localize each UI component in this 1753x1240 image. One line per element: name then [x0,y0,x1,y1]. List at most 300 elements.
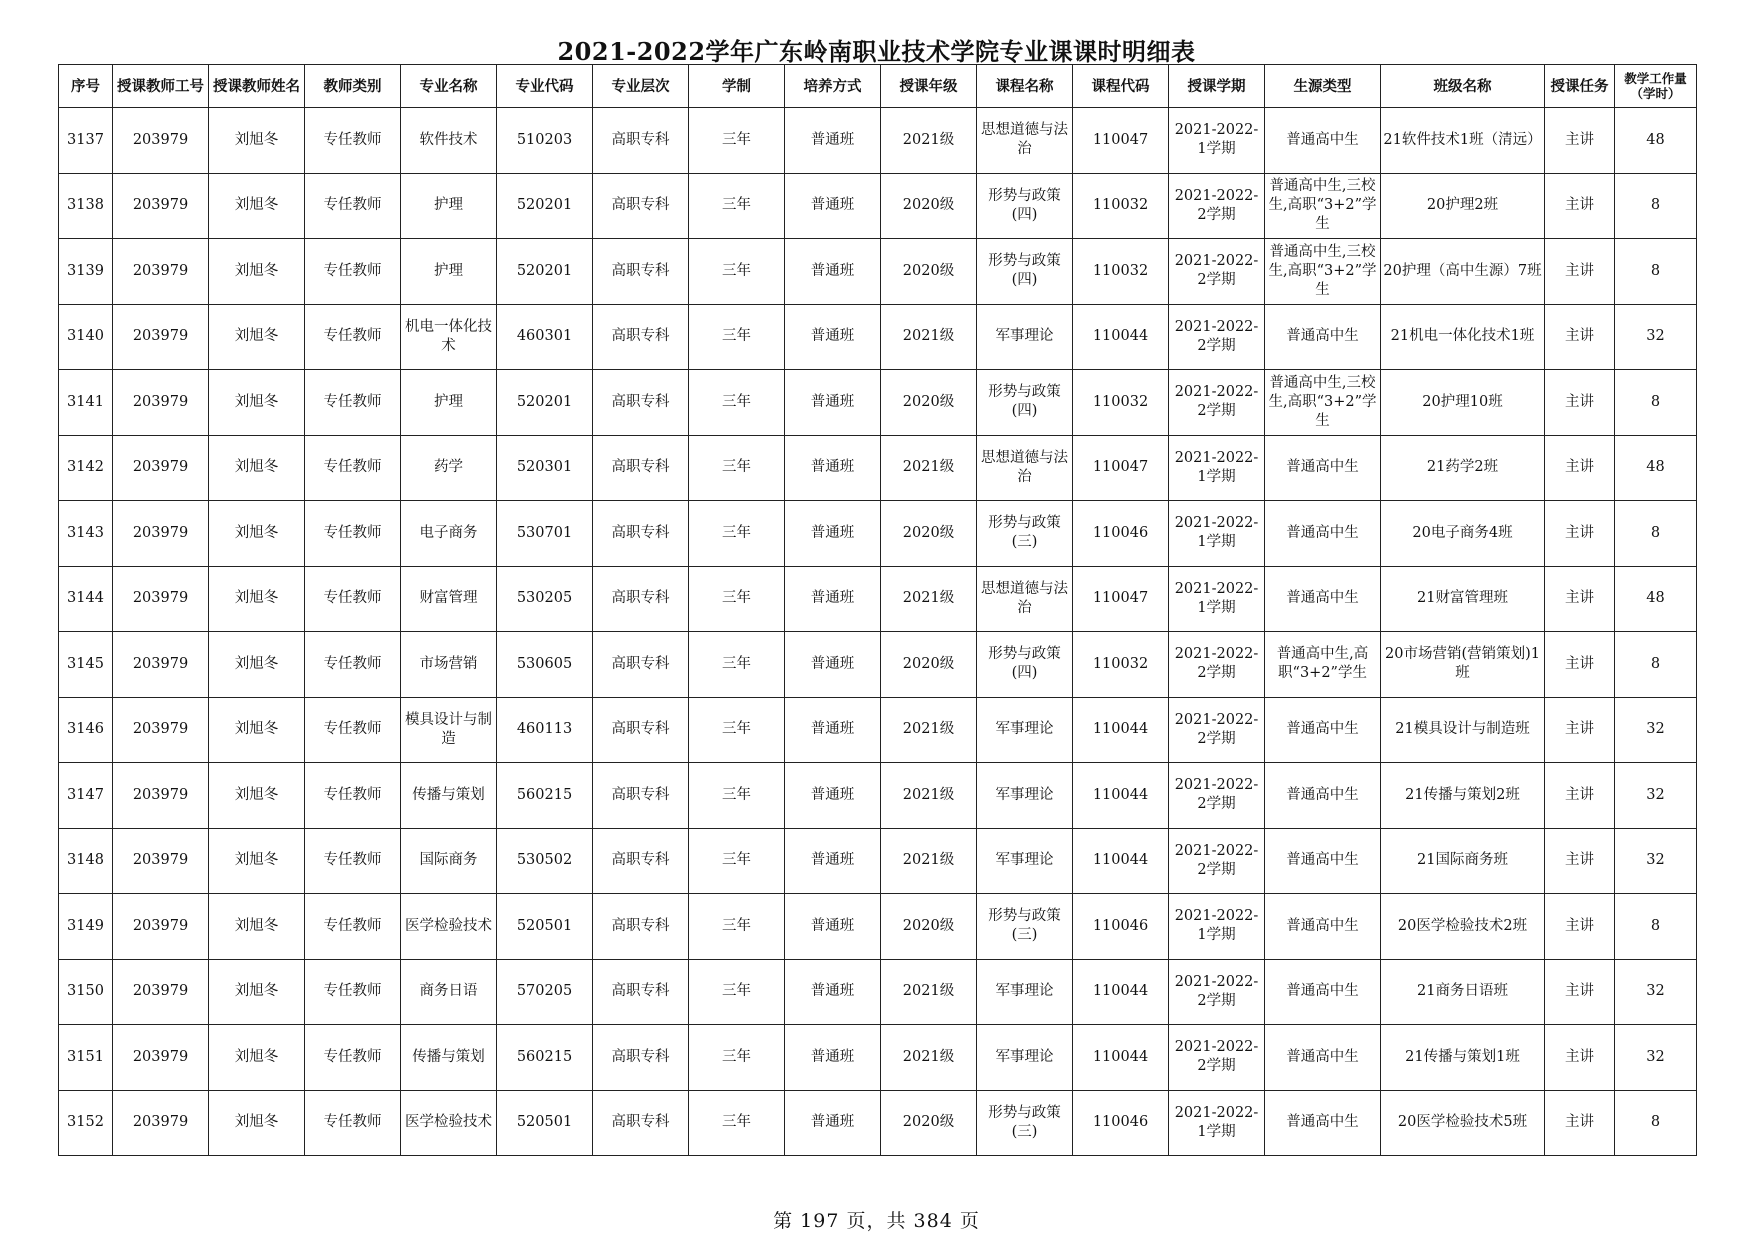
cell-teacher-id: 203979 [113,697,209,763]
cell-seq: 3144 [59,566,113,632]
cell-major-code: 520501 [497,1090,593,1156]
cell-semester: 2021-2022-1学期 [1169,435,1265,501]
cell-semester: 2021-2022-1学期 [1169,566,1265,632]
cell-workload: 8 [1615,632,1697,698]
cell-grade: 2021级 [881,959,977,1025]
cell-major-level: 高职专科 [593,1090,689,1156]
cell-course-name: 思想道德与法治 [977,435,1073,501]
cell-major-name: 电子商务 [401,501,497,567]
cell-workload: 32 [1615,959,1697,1025]
header-cell: 序号 [59,65,113,108]
cell-training-mode: 普通班 [785,173,881,239]
cell-teacher-id: 203979 [113,108,209,174]
cell-workload: 32 [1615,1025,1697,1091]
cell-task: 主讲 [1545,959,1615,1025]
cell-teacher-type: 专任教师 [305,1090,401,1156]
cell-teacher-type: 专任教师 [305,697,401,763]
cell-major-name: 传播与策划 [401,1025,497,1091]
cell-study-length: 三年 [689,763,785,829]
cell-training-mode: 普通班 [785,1090,881,1156]
cell-course-code: 110047 [1073,566,1169,632]
cell-major-code: 460301 [497,304,593,370]
cell-course-name: 军事理论 [977,1025,1073,1091]
cell-teacher-id: 203979 [113,1025,209,1091]
cell-major-code: 530502 [497,828,593,894]
cell-course-code: 110044 [1073,697,1169,763]
table-row [59,501,1697,567]
cell-major-name: 药学 [401,435,497,501]
cell-major-name: 商务日语 [401,959,497,1025]
cell-class-name: 21商务日语班 [1381,959,1545,1025]
cell-teacher-type: 专任教师 [305,108,401,174]
cell-seq: 3150 [59,959,113,1025]
cell-semester: 2021-2022-1学期 [1169,894,1265,960]
cell-major-code: 510203 [497,108,593,174]
cell-major-name: 国际商务 [401,828,497,894]
cell-major-level: 高职专科 [593,435,689,501]
header-cell: 生源类型 [1265,65,1381,108]
cell-major-name: 模具设计与制造 [401,697,497,763]
cell-teacher-name: 刘旭冬 [209,173,305,239]
cell-class-name: 21传播与策划1班 [1381,1025,1545,1091]
cell-student-source: 普通高中生 [1265,108,1381,174]
cell-course-name: 形势与政策(四) [977,632,1073,698]
cell-training-mode: 普通班 [785,1025,881,1091]
cell-task: 主讲 [1545,304,1615,370]
cell-semester: 2021-2022-2学期 [1169,370,1265,436]
cell-major-level: 高职专科 [593,239,689,305]
cell-student-source: 普通高中生,高职“3+2”学生 [1265,632,1381,698]
cell-course-name: 形势与政策(三) [977,894,1073,960]
cell-task: 主讲 [1545,566,1615,632]
table-row [59,828,1697,894]
cell-major-level: 高职专科 [593,697,689,763]
cell-major-name: 护理 [401,239,497,305]
cell-workload: 48 [1615,108,1697,174]
cell-major-level: 高职专科 [593,828,689,894]
header-cell: 专业层次 [593,65,689,108]
page-footer: 第 197 页，共 384 页 [773,1210,980,1232]
cell-task: 主讲 [1545,370,1615,436]
cell-study-length: 三年 [689,1090,785,1156]
cell-course-name: 军事理论 [977,763,1073,829]
table-row [59,435,1697,501]
cell-teacher-id: 203979 [113,501,209,567]
cell-teacher-type: 专任教师 [305,632,401,698]
cell-teacher-type: 专任教师 [305,501,401,567]
cell-class-name: 21财富管理班 [1381,566,1545,632]
cell-teacher-name: 刘旭冬 [209,239,305,305]
cell-class-name: 20电子商务4班 [1381,501,1545,567]
cell-teacher-type: 专任教师 [305,894,401,960]
cell-major-level: 高职专科 [593,1025,689,1091]
cell-teacher-name: 刘旭冬 [209,959,305,1025]
header-cell: 授课教师姓名 [209,65,305,108]
cell-grade: 2021级 [881,435,977,501]
cell-student-source: 普通高中生,三校生,高职“3+2”学生 [1265,173,1381,239]
cell-student-source: 普通高中生 [1265,501,1381,567]
cell-training-mode: 普通班 [785,501,881,567]
cell-teacher-type: 专任教师 [305,370,401,436]
cell-seq: 3139 [59,239,113,305]
cell-course-name: 军事理论 [977,828,1073,894]
table-row [59,959,1697,1025]
cell-grade: 2020级 [881,239,977,305]
cell-seq: 3140 [59,304,113,370]
cell-study-length: 三年 [689,239,785,305]
table-row [59,304,1697,370]
cell-student-source: 普通高中生,三校生,高职“3+2”学生 [1265,239,1381,305]
cell-seq: 3142 [59,435,113,501]
cell-teacher-name: 刘旭冬 [209,894,305,960]
cell-study-length: 三年 [689,108,785,174]
cell-teacher-type: 专任教师 [305,1025,401,1091]
cell-major-name: 医学检验技术 [401,894,497,960]
cell-training-mode: 普通班 [785,435,881,501]
cell-major-level: 高职专科 [593,763,689,829]
cell-course-code: 110032 [1073,239,1169,305]
cell-major-code: 520201 [497,239,593,305]
cell-class-name: 20市场营销(营销策划)1班 [1381,632,1545,698]
header-cell: 专业代码 [497,65,593,108]
cell-course-code: 110046 [1073,1090,1169,1156]
cell-teacher-id: 203979 [113,304,209,370]
cell-student-source: 普通高中生 [1265,304,1381,370]
table-row [59,566,1697,632]
cell-task: 主讲 [1545,1025,1615,1091]
cell-study-length: 三年 [689,697,785,763]
cell-workload: 48 [1615,566,1697,632]
cell-course-name: 形势与政策(四) [977,239,1073,305]
cell-study-length: 三年 [689,894,785,960]
cell-teacher-id: 203979 [113,435,209,501]
cell-grade: 2021级 [881,763,977,829]
cell-class-name: 20医学检验技术5班 [1381,1090,1545,1156]
table-row [59,763,1697,829]
cell-teacher-id: 203979 [113,632,209,698]
cell-grade: 2020级 [881,501,977,567]
cell-grade: 2021级 [881,108,977,174]
cell-major-code: 530701 [497,501,593,567]
cell-student-source: 普通高中生 [1265,435,1381,501]
cell-major-level: 高职专科 [593,108,689,174]
header-cell: 授课学期 [1169,65,1265,108]
cell-class-name: 20护理（高中生源）7班 [1381,239,1545,305]
cell-student-source: 普通高中生 [1265,1025,1381,1091]
header-cell: 学制 [689,65,785,108]
cell-study-length: 三年 [689,370,785,436]
cell-class-name: 21国际商务班 [1381,828,1545,894]
header-cell: 班级名称 [1381,65,1545,108]
cell-semester: 2021-2022-2学期 [1169,1025,1265,1091]
cell-study-length: 三年 [689,501,785,567]
table-row [59,894,1697,960]
cell-student-source: 普通高中生 [1265,763,1381,829]
cell-task: 主讲 [1545,763,1615,829]
cell-semester: 2021-2022-2学期 [1169,239,1265,305]
cell-major-name: 软件技术 [401,108,497,174]
cell-study-length: 三年 [689,632,785,698]
cell-semester: 2021-2022-2学期 [1169,632,1265,698]
cell-class-name: 20护理2班 [1381,173,1545,239]
cell-course-code: 110032 [1073,173,1169,239]
cell-workload: 32 [1615,697,1697,763]
cell-major-level: 高职专科 [593,566,689,632]
cell-major-level: 高职专科 [593,632,689,698]
cell-seq: 3145 [59,632,113,698]
cell-student-source: 普通高中生 [1265,828,1381,894]
cell-training-mode: 普通班 [785,632,881,698]
cell-study-length: 三年 [689,1025,785,1091]
table-row [59,697,1697,763]
cell-training-mode: 普通班 [785,828,881,894]
cell-training-mode: 普通班 [785,239,881,305]
cell-major-code: 520201 [497,370,593,436]
cell-class-name: 21软件技术1班（清远） [1381,108,1545,174]
table-header-row [59,65,1697,108]
table-row [59,370,1697,436]
cell-course-name: 形势与政策(四) [977,173,1073,239]
cell-teacher-type: 专任教师 [305,763,401,829]
cell-training-mode: 普通班 [785,566,881,632]
cell-task: 主讲 [1545,828,1615,894]
cell-teacher-name: 刘旭冬 [209,370,305,436]
cell-teacher-id: 203979 [113,894,209,960]
cell-seq: 3149 [59,894,113,960]
cell-grade: 2021级 [881,304,977,370]
cell-study-length: 三年 [689,304,785,370]
cell-semester: 2021-2022-2学期 [1169,697,1265,763]
cell-class-name: 21机电一体化技术1班 [1381,304,1545,370]
cell-major-code: 560215 [497,1025,593,1091]
cell-class-name: 20医学检验技术2班 [1381,894,1545,960]
course-hours-table [58,64,1697,1156]
cell-workload: 8 [1615,1090,1697,1156]
cell-teacher-name: 刘旭冬 [209,304,305,370]
cell-course-code: 110044 [1073,1025,1169,1091]
cell-task: 主讲 [1545,108,1615,174]
table-row [59,239,1697,305]
cell-semester: 2021-2022-2学期 [1169,763,1265,829]
cell-teacher-type: 专任教师 [305,304,401,370]
cell-semester: 2021-2022-1学期 [1169,108,1265,174]
cell-seq: 3147 [59,763,113,829]
cell-student-source: 普通高中生,三校生,高职“3+2”学生 [1265,370,1381,436]
cell-grade: 2020级 [881,370,977,436]
cell-course-code: 110044 [1073,763,1169,829]
cell-training-mode: 普通班 [785,697,881,763]
cell-major-name: 财富管理 [401,566,497,632]
header-cell: 课程代码 [1073,65,1169,108]
cell-teacher-name: 刘旭冬 [209,108,305,174]
cell-course-name: 思想道德与法治 [977,108,1073,174]
cell-study-length: 三年 [689,828,785,894]
cell-major-code: 560215 [497,763,593,829]
cell-semester: 2021-2022-2学期 [1169,173,1265,239]
cell-teacher-type: 专任教师 [305,173,401,239]
cell-task: 主讲 [1545,501,1615,567]
cell-seq: 3151 [59,1025,113,1091]
cell-semester: 2021-2022-2学期 [1169,959,1265,1025]
cell-major-name: 医学检验技术 [401,1090,497,1156]
cell-class-name: 21药学2班 [1381,435,1545,501]
cell-grade: 2021级 [881,697,977,763]
header-cell: 课程名称 [977,65,1073,108]
cell-teacher-type: 专任教师 [305,959,401,1025]
cell-teacher-name: 刘旭冬 [209,828,305,894]
cell-student-source: 普通高中生 [1265,1090,1381,1156]
cell-teacher-id: 203979 [113,566,209,632]
cell-class-name: 21模具设计与制造班 [1381,697,1545,763]
cell-teacher-type: 专任教师 [305,435,401,501]
cell-major-name: 护理 [401,370,497,436]
cell-course-name: 军事理论 [977,959,1073,1025]
cell-seq: 3146 [59,697,113,763]
cell-workload: 8 [1615,173,1697,239]
header-cell: 培养方式 [785,65,881,108]
cell-teacher-name: 刘旭冬 [209,435,305,501]
cell-training-mode: 普通班 [785,108,881,174]
cell-course-name: 形势与政策(三) [977,501,1073,567]
cell-seq: 3148 [59,828,113,894]
cell-task: 主讲 [1545,1090,1615,1156]
cell-major-code: 570205 [497,959,593,1025]
cell-course-code: 110044 [1073,828,1169,894]
cell-course-code: 110044 [1073,959,1169,1025]
cell-course-name: 军事理论 [977,697,1073,763]
cell-study-length: 三年 [689,566,785,632]
cell-major-level: 高职专科 [593,173,689,239]
cell-major-name: 市场营销 [401,632,497,698]
cell-course-code: 110044 [1073,304,1169,370]
cell-teacher-name: 刘旭冬 [209,566,305,632]
cell-semester: 2021-2022-1学期 [1169,1090,1265,1156]
cell-study-length: 三年 [689,435,785,501]
cell-teacher-type: 专任教师 [305,239,401,305]
table-row [59,1090,1697,1156]
cell-course-name: 军事理论 [977,304,1073,370]
header-cell: 授课教师工号 [113,65,209,108]
cell-seq: 3152 [59,1090,113,1156]
cell-semester: 2021-2022-2学期 [1169,304,1265,370]
cell-grade: 2020级 [881,1090,977,1156]
cell-major-level: 高职专科 [593,304,689,370]
cell-training-mode: 普通班 [785,959,881,1025]
cell-teacher-type: 专任教师 [305,566,401,632]
cell-major-code: 520501 [497,894,593,960]
cell-task: 主讲 [1545,239,1615,305]
table-row [59,173,1697,239]
cell-teacher-name: 刘旭冬 [209,501,305,567]
cell-study-length: 三年 [689,173,785,239]
cell-semester: 2021-2022-1学期 [1169,501,1265,567]
cell-major-code: 530205 [497,566,593,632]
cell-course-code: 110047 [1073,108,1169,174]
cell-teacher-name: 刘旭冬 [209,1025,305,1091]
header-cell: 授课年级 [881,65,977,108]
cell-teacher-id: 203979 [113,828,209,894]
cell-major-level: 高职专科 [593,959,689,1025]
cell-workload: 8 [1615,894,1697,960]
cell-course-code: 110032 [1073,632,1169,698]
cell-teacher-name: 刘旭冬 [209,697,305,763]
cell-teacher-id: 203979 [113,370,209,436]
cell-grade: 2021级 [881,828,977,894]
table-body [59,108,1697,1156]
cell-course-code: 110047 [1073,435,1169,501]
cell-major-name: 传播与策划 [401,763,497,829]
cell-workload: 32 [1615,763,1697,829]
cell-grade: 2020级 [881,894,977,960]
header-cell: 专业名称 [401,65,497,108]
cell-student-source: 普通高中生 [1265,894,1381,960]
cell-training-mode: 普通班 [785,894,881,960]
cell-seq: 3141 [59,370,113,436]
cell-task: 主讲 [1545,435,1615,501]
cell-teacher-name: 刘旭冬 [209,763,305,829]
cell-student-source: 普通高中生 [1265,566,1381,632]
cell-major-level: 高职专科 [593,894,689,960]
cell-training-mode: 普通班 [785,370,881,436]
cell-teacher-type: 专任教师 [305,828,401,894]
document-title: 2021-2022学年广东岭南职业技术学院专业课课时明细表 [557,37,1196,66]
cell-student-source: 普通高中生 [1265,697,1381,763]
cell-major-level: 高职专科 [593,370,689,436]
header-cell: 教师类别 [305,65,401,108]
cell-workload: 8 [1615,501,1697,567]
cell-class-name: 21传播与策划2班 [1381,763,1545,829]
cell-grade: 2020级 [881,632,977,698]
cell-seq: 3143 [59,501,113,567]
cell-task: 主讲 [1545,632,1615,698]
cell-workload: 8 [1615,370,1697,436]
cell-teacher-id: 203979 [113,763,209,829]
table-row [59,1025,1697,1091]
cell-teacher-name: 刘旭冬 [209,632,305,698]
cell-course-code: 110046 [1073,894,1169,960]
table-row [59,108,1697,174]
cell-course-name: 形势与政策(三) [977,1090,1073,1156]
cell-course-name: 形势与政策(四) [977,370,1073,436]
cell-semester: 2021-2022-2学期 [1169,828,1265,894]
cell-workload: 48 [1615,435,1697,501]
cell-teacher-id: 203979 [113,1090,209,1156]
cell-major-code: 530605 [497,632,593,698]
header-cell: 授课任务 [1545,65,1615,108]
cell-major-name: 机电一体化技术 [401,304,497,370]
cell-major-name: 护理 [401,173,497,239]
cell-grade: 2020级 [881,173,977,239]
cell-grade: 2021级 [881,1025,977,1091]
table-row [59,632,1697,698]
cell-major-code: 520301 [497,435,593,501]
cell-major-level: 高职专科 [593,501,689,567]
cell-class-name: 20护理10班 [1381,370,1545,436]
cell-teacher-id: 203979 [113,239,209,305]
cell-grade: 2021级 [881,566,977,632]
cell-task: 主讲 [1545,894,1615,960]
cell-student-source: 普通高中生 [1265,959,1381,1025]
cell-study-length: 三年 [689,959,785,1025]
cell-major-code: 460113 [497,697,593,763]
cell-workload: 32 [1615,828,1697,894]
cell-task: 主讲 [1545,173,1615,239]
cell-teacher-id: 203979 [113,173,209,239]
cell-seq: 3137 [59,108,113,174]
cell-training-mode: 普通班 [785,763,881,829]
cell-course-code: 110046 [1073,501,1169,567]
cell-workload: 8 [1615,239,1697,305]
